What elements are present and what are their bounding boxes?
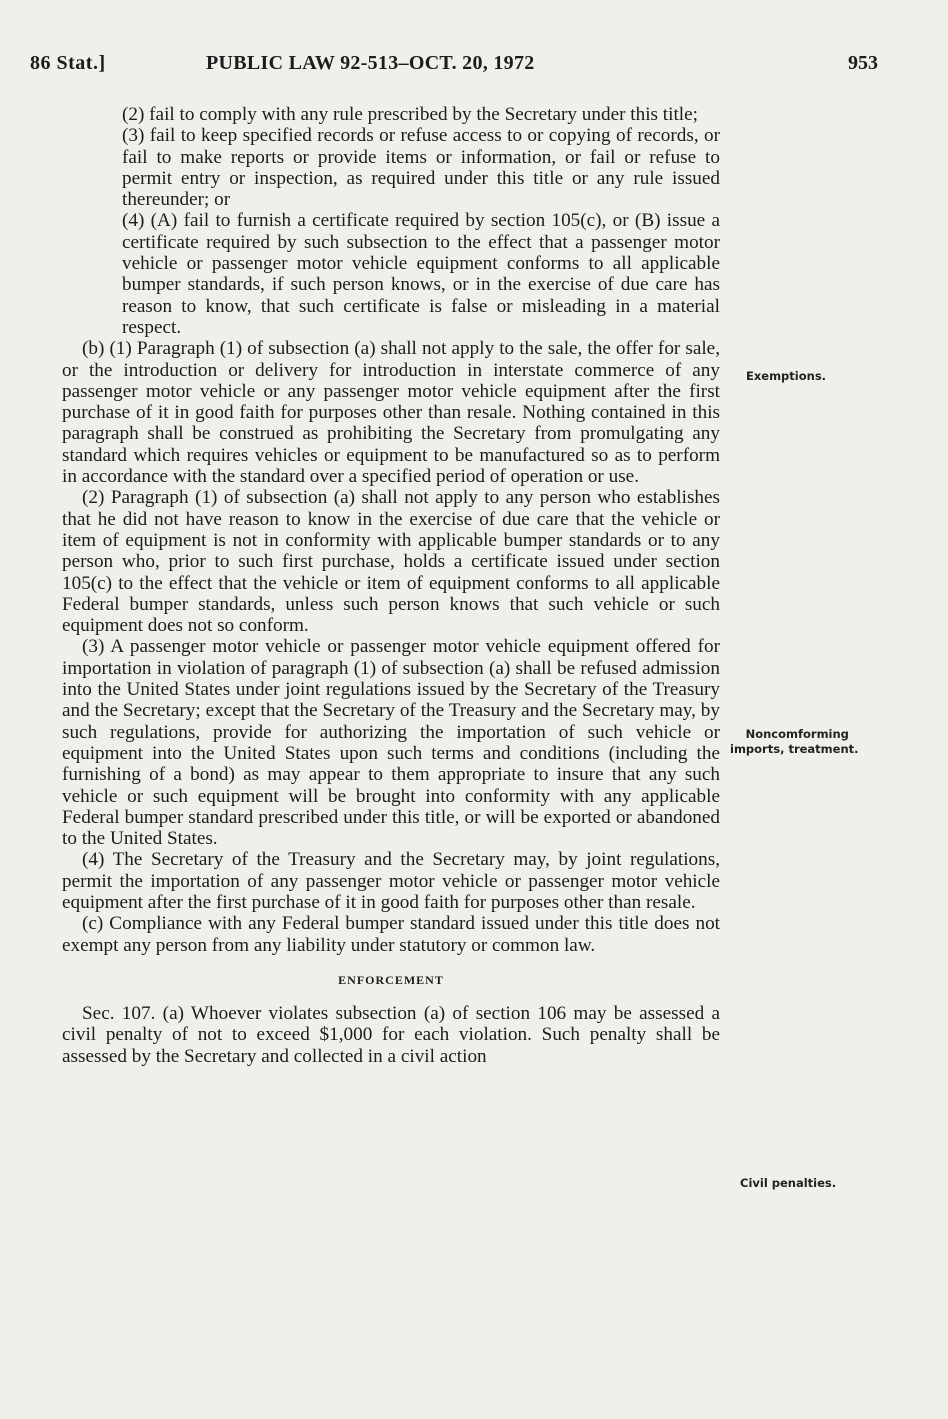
header-statute-ref: 86 Stat.]	[30, 52, 106, 74]
paragraph-b3: (3) A passenger motor vehicle or passenger motor vehicle equipment offered for importation in violation of paragraph (1) of subsection (a) shall be refused admission into the United States under joint regulations issued by the Secretary of the Treasury and the Secretary; except that the Secretary of the Treasury and the Secretary may, by such regulations, provide for authorizing the importation of such vehicle or equipment into the United States upon such terms and conditions (including the furnishing of a bond) as may appear to them appropriate to insure that any such vehicle or such equipment will be brought into conformity with any applicable Federal bumper standard prescribed under this title, or will be exported or abandoned to the United States.	[62, 636, 720, 850]
margin-note-exemptions	[746, 369, 826, 384]
page-number: 953	[848, 52, 878, 74]
paragraph-a3: (3) fail to keep specified records or refuse access to or copying of records, or fail to make reports or provide items or information, or fail or refuse to permit entry or inspection, as required under this title or any rule issued thereunder; or	[122, 125, 720, 211]
margin-note-nonconforming-line1: Noncomforming	[745, 727, 849, 741]
margin-note-nonconforming	[730, 727, 859, 757]
paragraph-a4: (4) (A) fail to furnish a certificate required by section 105(c), or (B) issue a certificate required by such subsection to the effect that a passenger motor vehicle or passenger motor vehicle equipment conforms to all applicable bumper standards, if such person knows, or in the exercise of due care has reason to know, that such certificate is false or misleading in a material respect.	[122, 210, 720, 338]
paragraph-b1: (b) (1) Paragraph (1) of subsection (a) shall not apply to the sale, the offer for sale, or the introduction or delivery for introduction in interstate commerce of any passenger motor vehicle or any passenger motor vehicle equipment after the first purchase of it in good faith for purposes other than resale. Nothing contained in this paragraph shall be construed as prohibiting the Secretary from promulgating any standard which requires vehicles or equipment to be manufactured so as to perform in accordance with the standard over a specified period of operation or use.	[62, 338, 720, 488]
body-text	[62, 104, 720, 1067]
section-heading: ENFORCEMENT	[338, 972, 444, 987]
margin-note-exemptions-text: Exemptions.	[746, 369, 827, 383]
paragraph-b4: (4) The Secretary of the Treasury and the Secretary may, by joint regulations, permit the importation of any passenger motor vehicle or passenger motor vehicle equipment after the first purchase of it in good faith for purposes other than resale.	[62, 849, 720, 913]
header-title: PUBLIC LAW 92-513–OCT. 20, 1972	[206, 52, 535, 74]
running-header	[30, 52, 878, 88]
paragraph-a2: (2) fail to comply with any rule prescribed by the Secretary under this title;	[122, 104, 698, 125]
margin-note-nonconforming-line2: imports, treatment.	[730, 742, 859, 756]
margin-note-civil-penalties-text: Civil penalties.	[740, 1176, 837, 1190]
paragraph-b2: (2) Paragraph (1) of subsection (a) shall not apply to any person who establishes that he did not have reason to know in the exercise of due care that the vehicle or item of equipment is not in conformity with applicable bumper standards or to any person who, prior to such first purchase, holds a certificate issued under section 105(c) to the effect that the vehicle or item of equipment conforms to all applicable Federal bumper standards, unless such person knows that such vehicle or such equipment does not so conform.	[62, 487, 720, 637]
paragraph-c: (c) Compliance with any Federal bumper standard issued under this title does not exempt any person from any liability under statutory or common law.	[62, 913, 720, 956]
section-107-paragraph: Sec. 107. (a) Whoever violates subsection (a) of section 106 may be assessed a civil penalty of not to exceed $1,000 for each violation. Such penalty shall be assessed by the Secretary and collected in a civil action	[62, 1003, 720, 1067]
margin-note-civil-penalties	[740, 1176, 836, 1191]
